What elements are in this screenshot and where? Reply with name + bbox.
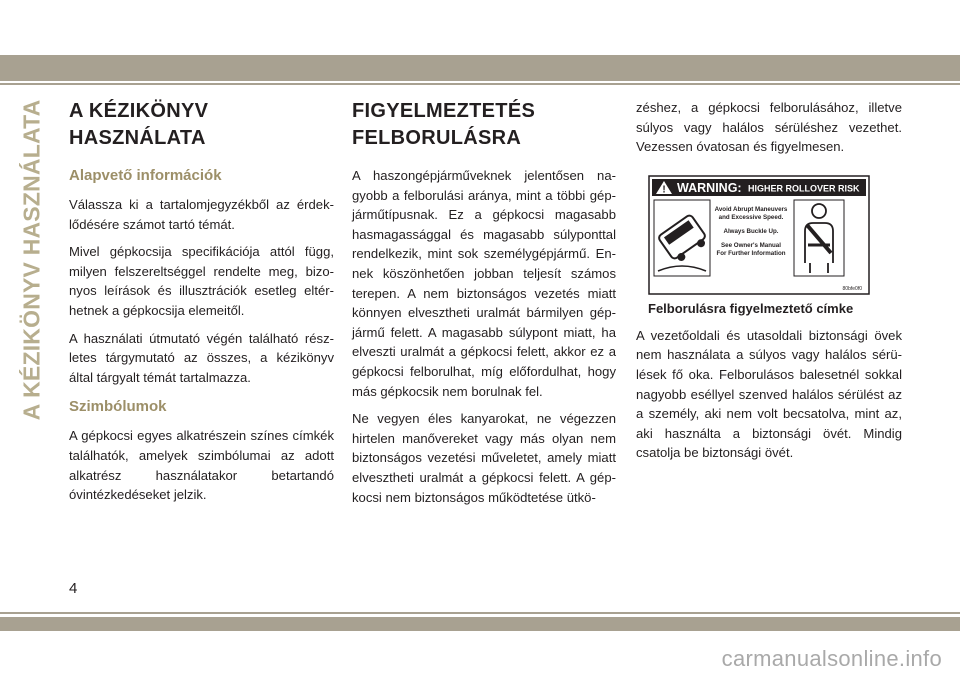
- footer-rule: [0, 612, 960, 614]
- label-line-4: See Owner's Manual: [721, 241, 781, 249]
- paragraph: A vezetőoldali és utasoldali biztonsági övek nem használata a súlyos vagy halálos sérülések fő oka. Felborulásos balesetnél sokkal nagyobb eséllyel szenved halálos sérülést az a személy, aki nem volt becsatolva, mint az, aki használta a biztonsági övét. Mindig csatolja be biztonsági övét.: [636, 327, 902, 461]
- footer-stripe: [0, 617, 960, 631]
- section-heading: FIGYELMEZTETÉS FELBORULÁSRA: [352, 100, 536, 149]
- paragraph: Mivel gépkocsija specifikációja attól függ, milyen felszereltséggel rendelte meg, bizonyos leírások és illusztrációk esetleg eltérhetnek a gépkocsija elemeitől.: [69, 244, 334, 318]
- side-tab-label: A KÉZIKÖNYV HASZNÁLATA: [18, 99, 45, 421]
- section-side-tab: [14, 100, 50, 420]
- paragraph: Ne vegyen éles kanyarokat, ne végezzen hirtelen manővereket vagy más olyan nem biztonságos vezetési műveletet, amely miatt elvesztheti uralmát a gépkocsi felett. A gépkocsi nem biztonságos működtetése ütkö-: [352, 411, 616, 505]
- subheading-basic-info: Alapvető információk: [69, 167, 222, 184]
- svg-text:!: !: [662, 184, 666, 196]
- paragraph: A haszongépjárműveknek jelentősen nagyobb a felborulási aránya, mint a többi gépjárműtípusnak. Ez a gépkocsi magasabb hasmagassággal és magasabb súlyponttal rendelkezik, mint sok személygépjármű. Ennek köszönhetően jobban teljesít számos terepen. A nem biztonságos vezetés miatt könnyen elvesztheti uralmát bármilyen gépjármű felett. A magasabb súlypont miatt, ha elveszti uralmát a gépkocsi felett, akkor ez a gépkocsi felborulhat, míg előfordulhat, hogy más gépkocsik nem borulnak fel.: [352, 168, 616, 399]
- subheading-symbols: Szimbólumok: [69, 398, 167, 416]
- paragraph: A használati útmutató végén található részletes tárgymutató az összes, a kézikönyv által tárgyalt témát tartalmazza.: [69, 330, 334, 385]
- label-line-5: For Further Information: [716, 249, 786, 257]
- label-warning-word: WARNING:: [677, 180, 742, 195]
- header-stripe: [0, 55, 960, 81]
- section-heading: A KÉZIKÖNYV HASZNÁLATA: [69, 100, 209, 149]
- label-line-1: Avoid Abrupt Maneuvers: [714, 205, 788, 213]
- paragraph: zéshez, a gépkocsi felborulásához, illetve súlyos vagy halálos sérüléshez vezethet. Vezessen óvatosan és figyelmesen.: [636, 100, 902, 155]
- column-1: [69, 98, 334, 513]
- label-line-2: and Excessive Speed.: [718, 213, 784, 221]
- rollover-warning-label-figure: [648, 175, 870, 295]
- top-margin: [0, 0, 960, 55]
- page-number: 4: [69, 580, 78, 597]
- header-rule: [0, 83, 960, 85]
- column-2: [352, 98, 616, 515]
- label-warning-title: HIGHER ROLLOVER RISK: [748, 183, 860, 194]
- paragraph: Válassza ki a tartalomjegyzékből az érdeklődésére számot tartó témát.: [69, 197, 334, 232]
- column-3: [636, 98, 902, 471]
- watermark: carmanualsonline.info: [721, 646, 942, 671]
- figure-caption: Felborulásra figyelmeztető címke: [648, 300, 854, 316]
- label-line-3: Always Buckle Up.: [723, 227, 779, 235]
- paragraph: A gépkocsi egyes alkatrészein színes címkék találhatók, amelyek szimbólumai az adott alkatrész használatakor betartandó óvintézkedéseket jelzik.: [69, 428, 334, 503]
- label-figure-code: 80bfe0f0: [842, 285, 862, 292]
- warning-label-graphic: [648, 175, 870, 295]
